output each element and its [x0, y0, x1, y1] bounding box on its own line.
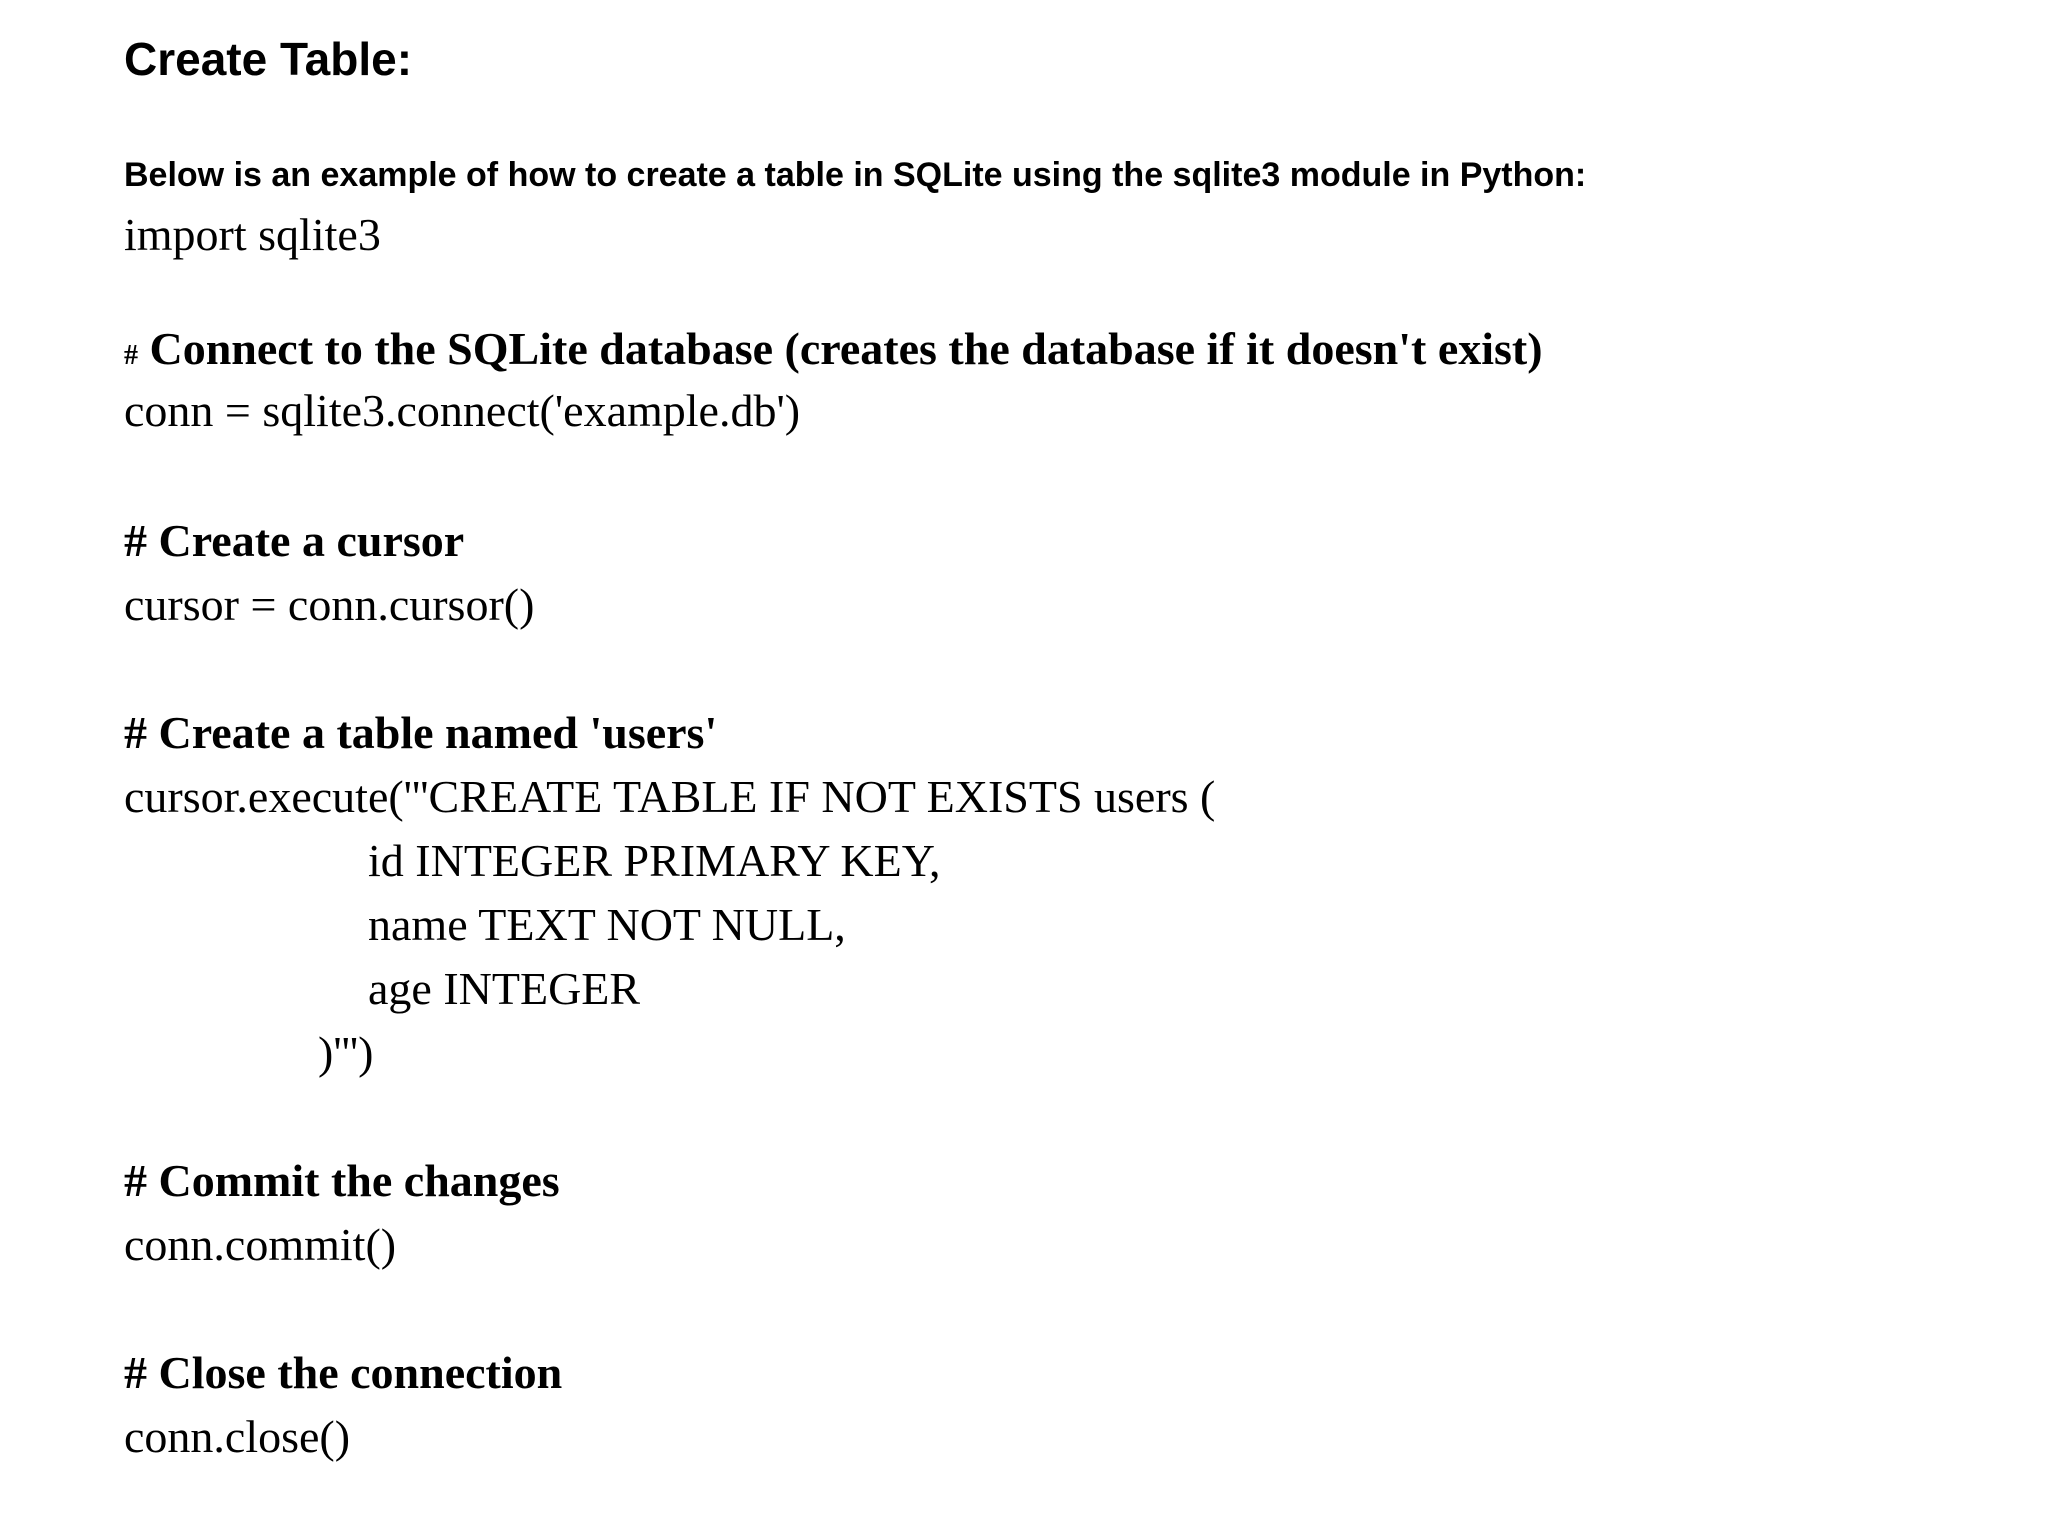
comment-hash: # — [124, 340, 138, 371]
code-line-col-age: age INTEGER — [368, 963, 641, 1014]
page-title: Create Table: — [124, 33, 413, 85]
code-comment-connect — [124, 322, 1543, 375]
code-comment-close: # Close the connection — [124, 1347, 563, 1398]
intro-text: Below is an example of how to create a table in SQLite using the sqlite3 module in Python: — [124, 156, 1587, 194]
comment-text: Connect to the SQLite database (creates the database if it doesn't exist) — [149, 323, 1543, 374]
code-line-col-id: id INTEGER PRIMARY KEY, — [368, 835, 941, 886]
code-line-connect: conn = sqlite3.connect('example.db') — [124, 385, 801, 436]
code-comment-table: # Create a table named 'users' — [124, 707, 718, 758]
code-line-cursor: cursor = conn.cursor() — [124, 579, 535, 630]
code-line-close: conn.close() — [124, 1411, 351, 1462]
code-line-import: import sqlite3 — [124, 209, 381, 260]
code-line-commit: conn.commit() — [124, 1219, 397, 1270]
code-comment-cursor: # Create a cursor — [124, 515, 465, 566]
code-comment-commit: # Commit the changes — [124, 1155, 560, 1206]
code-line-close-paren: )''') — [318, 1027, 374, 1078]
code-line-execute: cursor.execute('''CREATE TABLE IF NOT EXISTS users ( — [124, 771, 1216, 822]
code-line-col-name: name TEXT NOT NULL, — [368, 899, 846, 950]
